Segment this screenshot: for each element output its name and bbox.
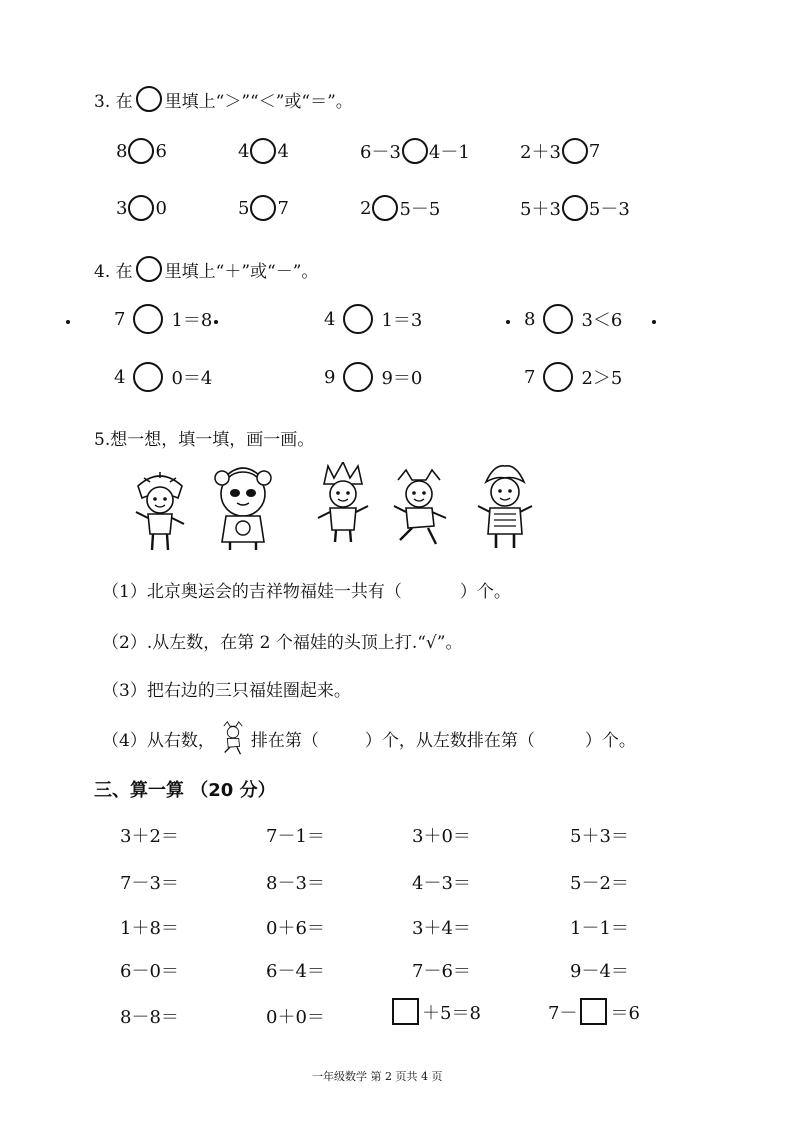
q3-heading: 3. 在 里填上“＞”“＜”或“＝”。 — [94, 86, 353, 112]
right-operand: 9＝0 — [381, 368, 423, 389]
calc-problem: 1－1＝ — [570, 918, 629, 939]
answer-circle[interactable] — [250, 195, 276, 221]
q4-heading: 4. 在 里填上“＋”或“－”。 — [94, 256, 318, 282]
left-operand: 2＋3 — [520, 142, 561, 163]
answer-circle[interactable] — [128, 195, 154, 221]
left-operand: 8 — [524, 308, 536, 330]
calc-problem: 8－8＝ — [120, 1007, 179, 1028]
nini-icon — [474, 460, 536, 550]
answer-box[interactable] — [580, 998, 607, 1025]
compare-problem — [114, 362, 212, 392]
compare-problem — [114, 304, 212, 334]
right-operand: 4－1 — [428, 142, 470, 163]
right-operand: 5－5 — [399, 199, 441, 220]
calc-problem: 4－3＝ — [412, 873, 471, 894]
scan-speck — [506, 320, 510, 324]
left-operand: 7 — [114, 308, 126, 330]
calc-problem-box: 7－ ＝6 — [548, 998, 640, 1025]
left-operand: 3 — [116, 197, 128, 219]
left-operand: 9 — [324, 366, 336, 388]
right-operand: 1＝3 — [381, 310, 423, 331]
scan-speck — [214, 320, 218, 324]
compare-problem — [520, 138, 600, 164]
calc-problem: 7－3＝ — [120, 873, 179, 894]
compare-problem — [520, 195, 630, 221]
calc-problem: 8－3＝ — [266, 873, 325, 894]
left-operand: 4 — [114, 366, 126, 388]
huanhuan-icon — [314, 462, 372, 546]
q5-heading: 5.想一想，填一填，画一画。 — [94, 430, 315, 450]
left-operand: 5＋3 — [520, 199, 561, 220]
compare-problem — [116, 138, 167, 164]
yingying-icon — [218, 720, 248, 756]
compare-problem — [238, 138, 289, 164]
section-3-title: 三、算一算 （20 分） — [94, 780, 276, 801]
right-operand: 7 — [277, 197, 289, 219]
left-operand: 6－3 — [360, 142, 401, 163]
calc-problem: 7－1＝ — [266, 826, 325, 847]
answer-circle[interactable] — [372, 195, 398, 221]
right-operand: 5－3 — [588, 199, 630, 220]
right-operand: 3＜6 — [581, 310, 623, 331]
right-operand: 4 — [277, 140, 289, 162]
compare-problem — [524, 304, 622, 334]
answer-circle[interactable] — [250, 138, 276, 164]
answer-circle[interactable] — [133, 304, 163, 334]
right-operand: 0＝4 — [171, 368, 213, 389]
answer-circle[interactable] — [133, 362, 163, 392]
answer-circle[interactable] — [343, 362, 373, 392]
compare-problem — [360, 195, 440, 221]
answer-box[interactable] — [392, 998, 419, 1025]
compare-problem — [238, 195, 289, 221]
compare-problem — [524, 362, 622, 392]
blank-circle-icon — [136, 256, 162, 282]
answer-circle[interactable] — [543, 304, 573, 334]
calc-problem: 7－6＝ — [412, 961, 471, 982]
left-operand: 4 — [238, 140, 250, 162]
left-operand: 2 — [360, 197, 372, 219]
calc-problem: 6－0＝ — [120, 961, 179, 982]
calc-problem: 6－4＝ — [266, 961, 325, 982]
calc-problem: 1＋8＝ — [120, 918, 179, 939]
calc-problem: 3＋4＝ — [412, 918, 471, 939]
compare-problem — [324, 304, 422, 334]
left-operand: 7 — [524, 366, 536, 388]
q5-part3: （3）把右边的三只福娃圈起来。 — [102, 681, 351, 701]
blank-circle-icon — [136, 86, 162, 112]
right-operand: 0 — [155, 197, 167, 219]
right-operand: 6 — [155, 140, 167, 162]
right-operand: 7 — [588, 140, 601, 162]
answer-circle[interactable] — [343, 304, 373, 334]
scan-speck — [66, 320, 70, 324]
left-operand: 5 — [238, 197, 250, 219]
calc-problem: 3＋2＝ — [120, 826, 179, 847]
calc-problem: 9－4＝ — [570, 961, 629, 982]
answer-circle[interactable] — [562, 195, 588, 221]
page-footer: 一年级数学 第 2 页共 4 页 — [312, 1070, 443, 1083]
calc-problem: 3＋0＝ — [412, 826, 471, 847]
answer-circle[interactable] — [543, 362, 573, 392]
right-operand: 1＝8 — [171, 310, 213, 331]
compare-problem — [360, 138, 470, 164]
right-operand: 2＞5 — [581, 368, 623, 389]
calc-problem: 5－2＝ — [570, 873, 629, 894]
answer-circle[interactable] — [402, 138, 428, 164]
beibei-icon — [130, 468, 190, 556]
q5-part4: （4）从右数， 排在第（ ）个，从左数排在第（ ）个。 — [102, 720, 636, 756]
compare-problem — [116, 195, 167, 221]
calc-problem: 5＋3＝ — [570, 826, 629, 847]
scan-speck — [652, 320, 656, 324]
yingying-icon — [388, 466, 450, 548]
jingjing-icon — [206, 460, 280, 552]
left-operand: 4 — [324, 308, 336, 330]
answer-circle[interactable] — [562, 138, 588, 164]
compare-problem — [324, 362, 422, 392]
left-operand: 8 — [116, 140, 128, 162]
q5-part1: （1）北京奥运会的吉祥物福娃一共有（ ）个。 — [102, 582, 511, 602]
calc-problem: 0＋6＝ — [266, 918, 325, 939]
calc-problem: 0＋0＝ — [266, 1007, 325, 1028]
q5-part2: （2）.从左数，在第 2 个福娃的头顶上打.“√”。 — [102, 633, 463, 653]
answer-circle[interactable] — [128, 138, 154, 164]
calc-problem-box: ＋5＝8 — [392, 998, 481, 1025]
